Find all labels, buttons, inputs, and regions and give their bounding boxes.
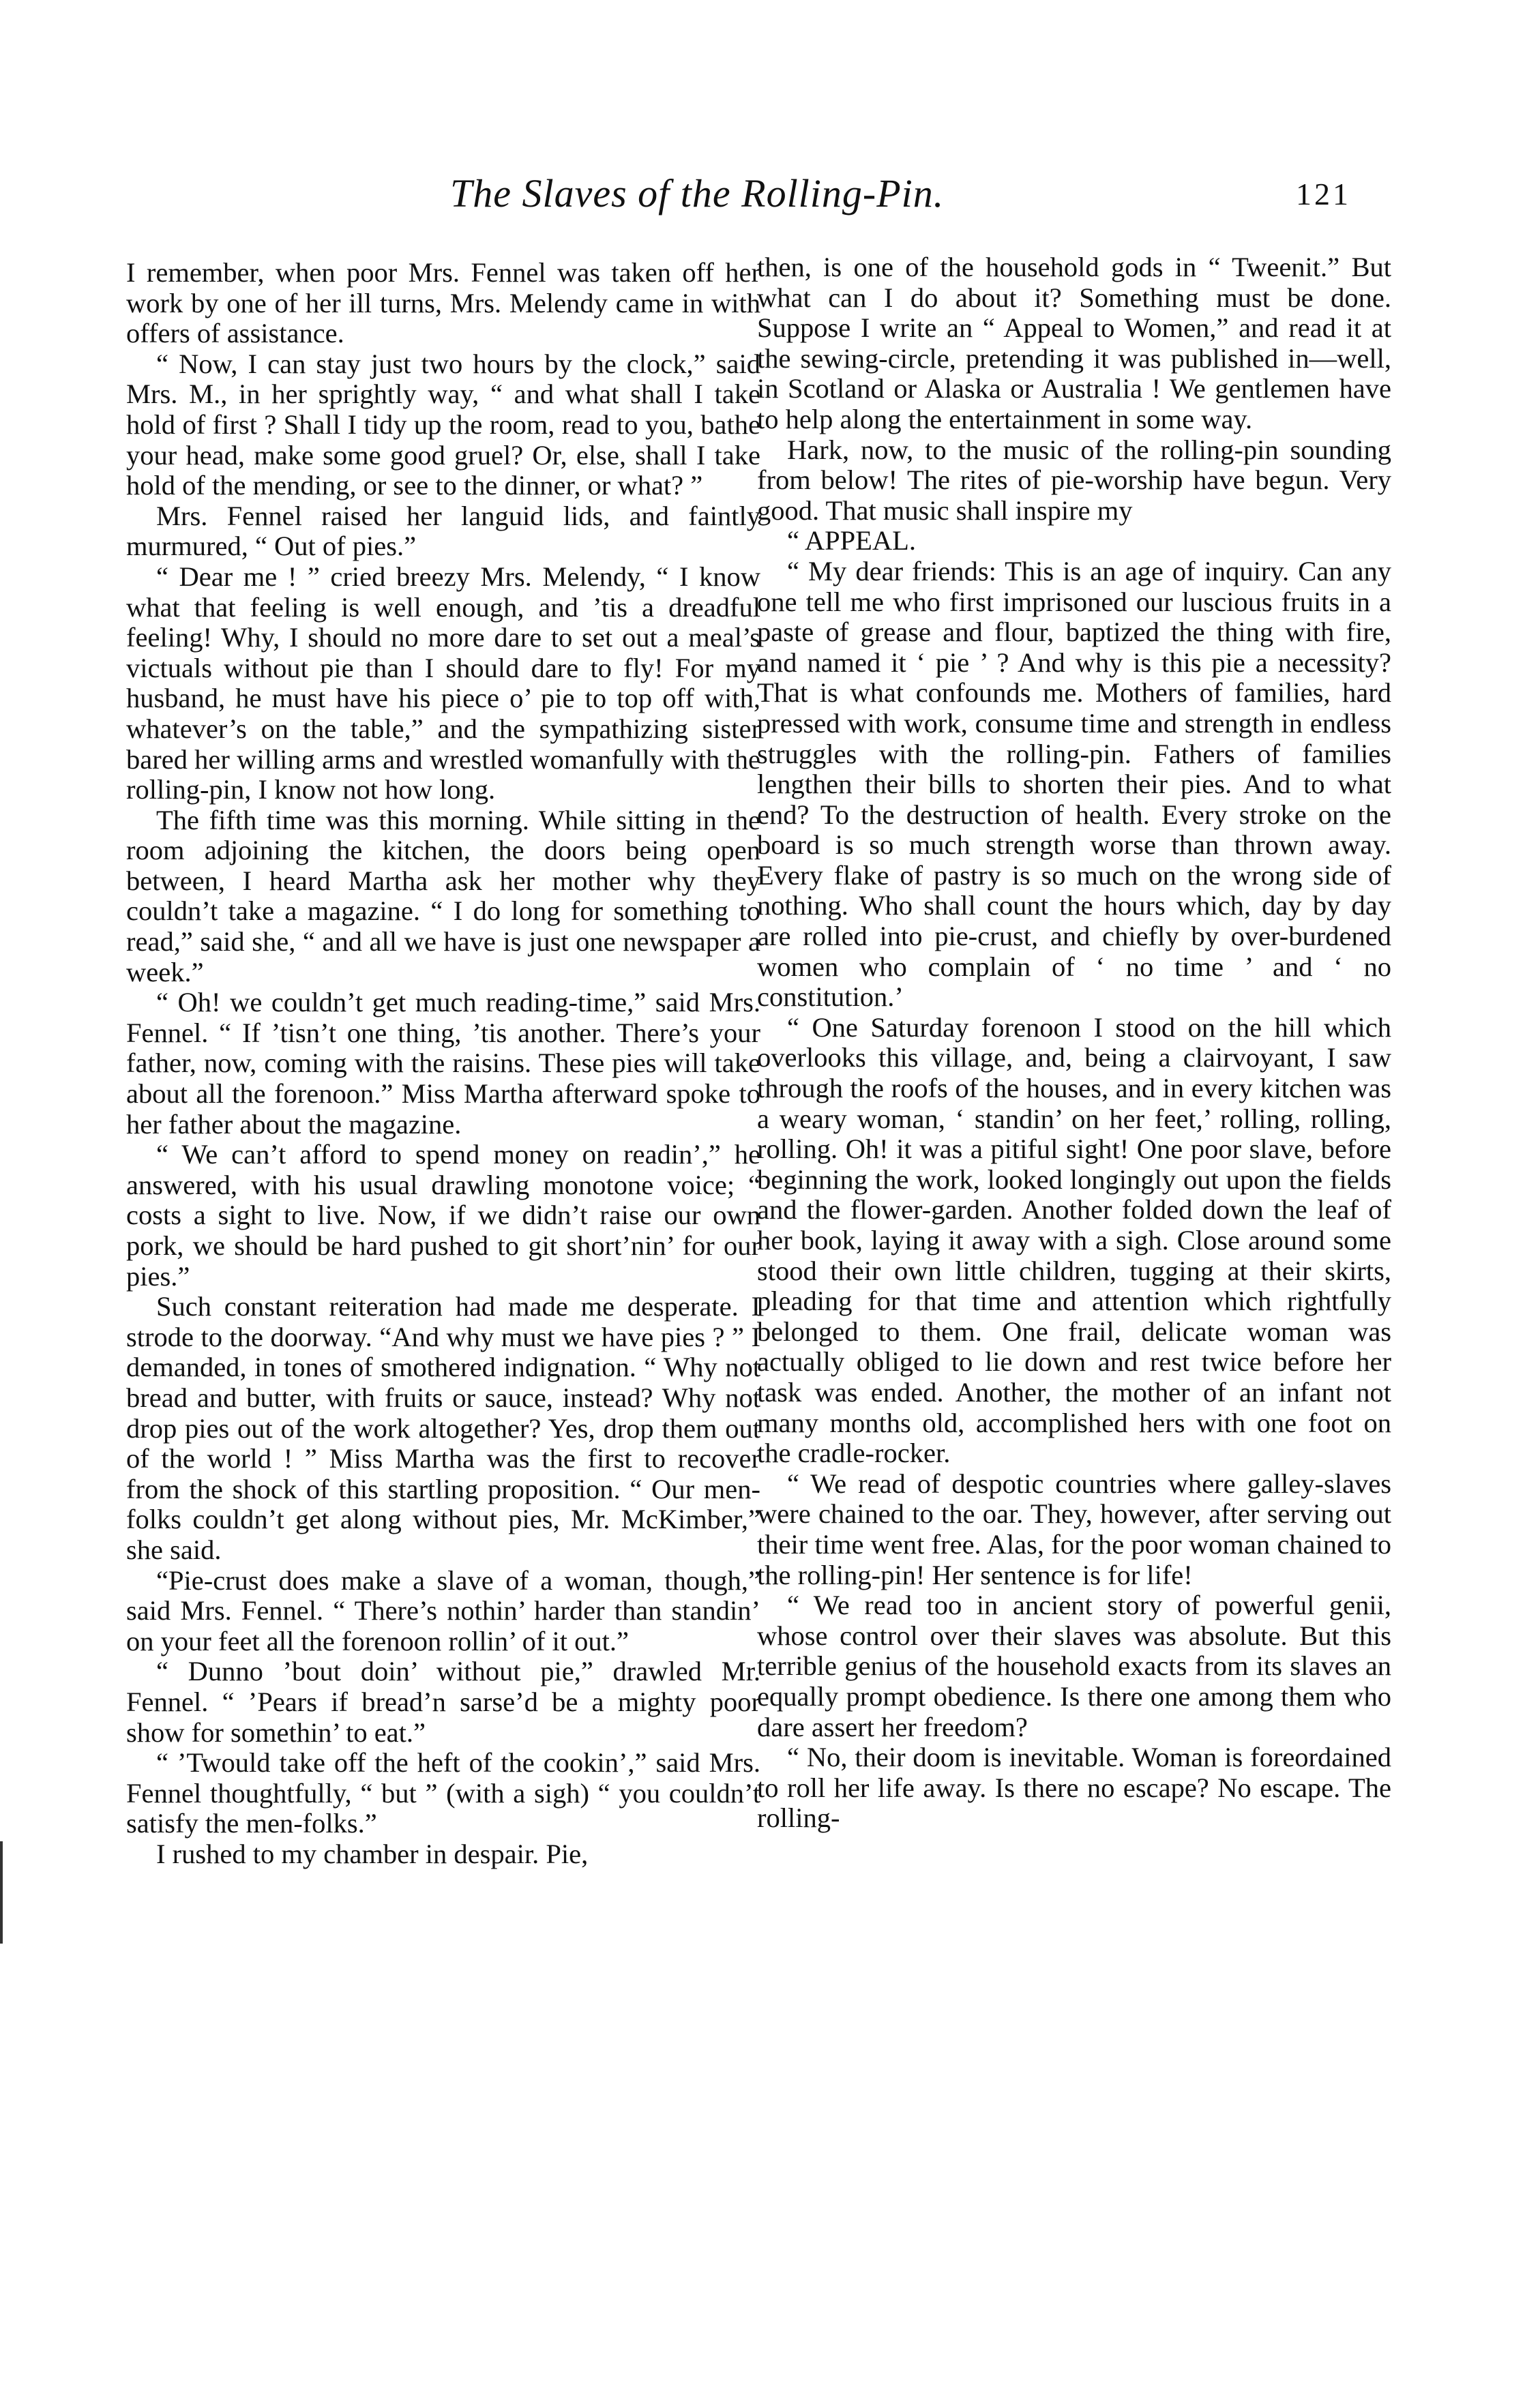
paragraph: “ We read of despotic countries where galley-slaves were chained to the oar. They, however, after serving out their time went free. Alas, for the poor woman chained to the rolling-pin! Her sentence is for life! (757, 1468, 1391, 1590)
right-column (757, 252, 1391, 1834)
paragraph: I remember, when poor Mrs. Fennel was taken off her work by one of her ill turns, Mrs. Melendy came in with offers of assistance. (126, 257, 760, 349)
paragraph: Hark, now, to the music of the rolling-pin sounding from below! The rites of pie-worship have begun. Very good. That music shall inspire my (757, 434, 1391, 526)
binding-edge-mark (0, 1841, 3, 1944)
paragraph: The fifth time was this morning. While sitting in the room adjoining the kitchen, the doors being open between, I heard Martha ask her mother why they couldn’t take a magazine. “ I do long for something to read,” said she, “ and all we have is just one newspaper a week.” (126, 804, 760, 987)
paragraph: “ ’Twould take off the heft of the cookin’,” said Mrs. Fennel thoughtfully, “ but ” (with a sigh) “ you couldn’t satisfy the men-folks.” (126, 1747, 760, 1839)
paragraph: then, is one of the household gods in “ Tweenit.” But what can I do about it? Something must be done. Suppose I write an “ Appeal to Women,” and read it at the sewing-circle, pretending it was published in—well, in Scotland or Alaska or Australia ! We gentlemen have to help along the entertainment in some way. (757, 252, 1391, 434)
paragraph: “ Dunno ’bout doin’ without pie,” drawled Mr. Fennel. “ ’Pears if bread’n sarse’d be a mighty poor show for somethin’ to eat.” (126, 1656, 760, 1748)
paragraph: “ Oh! we couldn’t get much reading-time,” said Mrs. Fennel. “ If ’tisn’t one thing, ’tis another. There’s your father, now, coming with the raisins. These pies will take about all the forenoon.” Miss Martha afterward spoke to her father about the magazine. (126, 987, 760, 1140)
paragraph: “ One Saturday forenoon I stood on the hill which overlooks this village, and, being a clairvoyant, I saw through the roofs of the houses, and in every kitchen was a weary woman, ‘ standin’ on her feet,’ rolling, rolling, rolling. Oh! it was a pitiful sight! One poor slave, before beginning the work, looked longingly out upon the fields and the flower-garden. Another folded down the leaf of her book, laying it away with a sigh. Close around some stood their own little children, tugging at their skirts, pleading for that time and attention which rightfully belonged to them. One frail, delicate woman was actually obliged to lie down and rest twice before her task was ended. Another, the mother of an infant not many months old, accomplished hers with one foot on the cradle-rocker. (757, 1011, 1391, 1469)
paragraph: “ Now, I can stay just two hours by the clock,” said Mrs. M., in her sprightly way, “ and what shall I take hold of first ? Shall I tidy up the room, read to you, bathe your head, make some good gruel? Or, else, shall I take hold of the mending, or see to the dinner, or what? ” (126, 348, 760, 501)
paragraph: I rushed to my chamber in despair. Pie, (156, 1838, 589, 1869)
paragraph: “ Dear me ! ” cried breezy Mrs. Melendy, “ I know what that feeling is well enough, and ’tis a dreadful feeling! Why, I should no more dare to set out a meal’s victuals without pie than I should dare to fly! For my husband, he must have his piece o’ pie to top off with, whatever’s on the table,” and the sympathizing sister bared her willing arms and wrestled womanfully with the rolling-pin, I know not how long. (126, 561, 760, 805)
appeal-heading: “ APPEAL. (787, 525, 917, 556)
paragraph: “ We can’t afford to spend money on readin’,” he answered, with his usual drawling monotone voice; “ costs a sight to live. Now, if we didn’t raise our own pork, we should be hard pushed to git short’nin’ for our pies.” (126, 1139, 760, 1292)
page-number: 121 (1296, 177, 1351, 211)
paragraph: “ We read too in ancient story of powerful genii, whose control over their slaves was absolute. But this terrible genius of the household exacts from its slaves an equally prompt obedience. Is there one among them who dare assert her freedom? (757, 1590, 1391, 1742)
paragraph: Mrs. Fennel raised her languid lids, and faintly murmured, “ Out of pies.” (126, 500, 760, 562)
left-column (126, 258, 760, 1869)
running-title: The Slaves of the Rolling-Pin. (450, 171, 945, 215)
paragraph: “Pie-crust does make a slave of a woman, though,” said Mrs. Fennel. “ There’s nothin’ harder than standin’ on your feet all the forenoon rollin’ of it out.” (126, 1564, 760, 1656)
paragraph: “ No, their doom is inevitable. Woman is foreordained to roll her life away. Is there no escape? No escape. The rolling- (757, 1742, 1391, 1834)
paragraph: “ My dear friends: This is an age of inquiry. Can any one tell me who first imprisoned our luscious fruits in a paste of grease and flour, baptized the thing with fire, and named it ‘ pie ’ ? And why is this pie a necessity? That is what confounds me. Mothers of families, hard pressed with work, consume time and strength in endless struggles with the rolling-pin. Fathers of families lengthen their bills to shorten their pies. And to what end? To the destruction of health. Every stroke on the board is so much strength worse than thrown away. Every flake of pastry is so much on the wrong side of nothing. Who shall count the hours which, day by day are rolled into pie-crust, and chiefly by over-burdened women who complain of ‘ no time ’ and ‘ no constitution.’ (757, 555, 1391, 1013)
paragraph: Such constant reiteration had made me desperate. I strode to the doorway. “And why must we have pies ? ” I demanded, in tones of smothered indignation. “ Why not bread and butter, with fruits or sauce, instead? Why not drop pies out of the work altogether? Yes, drop them out of the world ! ” Miss Martha was the first to recover from the shock of this startling proposition. “ Our men-folks couldn’t get along without pies, Mr. McKimber,” she said. (126, 1291, 760, 1565)
